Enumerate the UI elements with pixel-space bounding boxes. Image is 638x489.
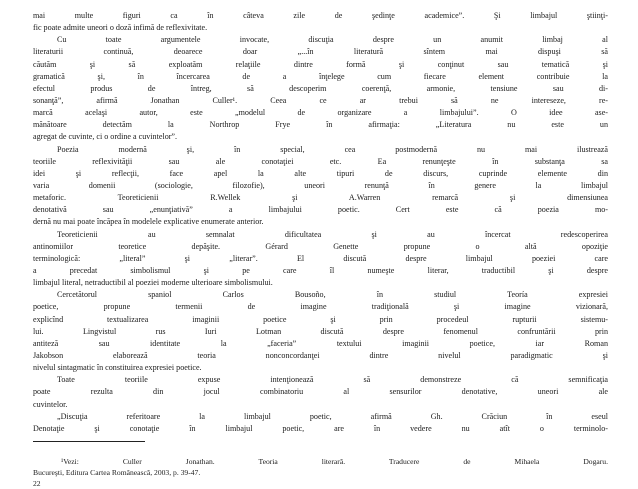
text-line: sonanţă”, afirmă Jonathan Culler¹. Ceea ce ar trebui să ne intereseze, re- <box>33 95 608 105</box>
footnote-line: ¹Vezi: Culler Jonathan. Teoria literară. Traducere de Mihaela Dogaru. <box>61 456 608 466</box>
text-line: Toate teoriile expuse intenţionează să demonstreze că semnificaţia <box>57 375 608 385</box>
text-line: nivelul sintagmatic în constituirea expresiei poetice. <box>33 363 202 373</box>
text-line: Cu toate argumentele invocate, discuţia despre un anumit limbaj al <box>57 35 608 45</box>
text-line: mai multe figuri ca în câteva zile de şedinţe academice”. Şi limbajul ştiinţi- <box>33 11 608 20</box>
text-line: poate rezulta din jocul combinatoriu al sensurilor denotative, uneori ale <box>33 387 608 397</box>
text-line: Cercetătorul spaniol Carlos Bousoño, în studiul Teoría expresiei <box>57 290 608 300</box>
text-line: a precedat simbolismul şi pe care îl numeşte literar, traductibil şi despre <box>33 265 608 275</box>
text-line: cuvintelor. <box>33 399 68 409</box>
text-line: poetice, propune termenii de imagine tradiţională şi imagine vizionară, <box>33 302 608 312</box>
text-line: Jakobson elaborează teoria nonconcordanţei dintre nivelul paradigmatic şi <box>33 350 608 360</box>
text-line: Teoreticienii au semnalat dificultatea şi au încercat redescoperirea <box>57 229 608 239</box>
text-line: gramatică şi, în încercarea de a înţelege cum fiecare element contribuie la <box>33 71 608 81</box>
text-line: literaturii continuă, deoarece doar „...în literatură sîntem mai dispuşi să <box>33 47 608 57</box>
text-line: denotativă sau „enunţiativă” a limbajului poetic. Cert este că poezia mo- <box>33 205 608 215</box>
text-line: dernă nu mai poate încăpea în modelele explicative enumerate anterior. <box>33 217 264 227</box>
document-page <box>33 10 608 489</box>
text-line: antinomiilor teoretice depăşite. Gérard Genette propune o altă opoziţie <box>33 241 608 251</box>
text-line: Poezia modernă şi, în special, cea postmodernă nu mai ilustrează <box>57 144 608 154</box>
text-line: teoriile reflexivităţii sau ale conotaţiei etc. Ea renunţeşte în substanţa sa <box>33 156 608 166</box>
text-line: varia domenii (sociologie, filozofie), uneori renunţă în genere la limbajul <box>33 180 608 190</box>
text-line: „Discuţia referitoare la limbajul poetic, afirmă Gh. Crăciun în eseul <box>57 411 608 421</box>
text-line: antiteză sau identitate la „faceria” textului imaginii poetice, iar Roman <box>33 338 608 348</box>
text-line: metaforic. Teoreticienii R.Wellek şi A.Warren remarcă şi dimensiunea <box>33 193 608 203</box>
footnote-separator <box>33 441 145 442</box>
text-line: terminologică: „literal” şi „literar”. El discută despre limbajul poeziei care <box>33 253 608 263</box>
body-text <box>33 10 608 435</box>
text-line: Denotaţie şi conotaţie în limbajul poetic, are în vedere nu atît o terminolo- <box>33 423 608 433</box>
text-line: lui. Lingvistul rus Iuri Lotman discută despre fenomenul confruntării prin <box>33 326 608 336</box>
footnote-line: Bucureşti, Editura Cartea Românească, 2003, p. 39-47. <box>33 467 201 477</box>
footnote-section <box>33 441 608 478</box>
text-line: căutăm şi să exploatăm relaţiile dintre formă şi conţinut sau tematică şi <box>33 59 608 69</box>
text-line: agregat de cuvinte, ci o ordine a cuvintelor”. <box>33 132 178 142</box>
text-line: marcă acelaşi autor, este „modelul de organizare a limbajului”. O idee ase- <box>33 108 608 118</box>
text-line: idei şi reflecţii, face apel la alte tipuri de discurs, cuprinde elemente din <box>33 168 608 178</box>
page-number: 22 <box>33 478 41 488</box>
text-line: efectul produs de întreg, să descoperim coerenţă, armonie, tensiune sau di- <box>33 83 608 93</box>
text-line: fic poate admite uneori o doză infimă de reflexivitate. <box>33 23 208 33</box>
text-line: limbajul literal, netraductibil al poeziei moderne ulterioare simbolismului. <box>33 278 273 288</box>
text-line: mănătoare detectăm la Northrop Frye în afirmaţia: „Literatura nu este un <box>33 120 608 130</box>
text-line: explicînd textualizarea imaginii poetice şi prin procedeul rupturii sistemu- <box>33 314 608 324</box>
